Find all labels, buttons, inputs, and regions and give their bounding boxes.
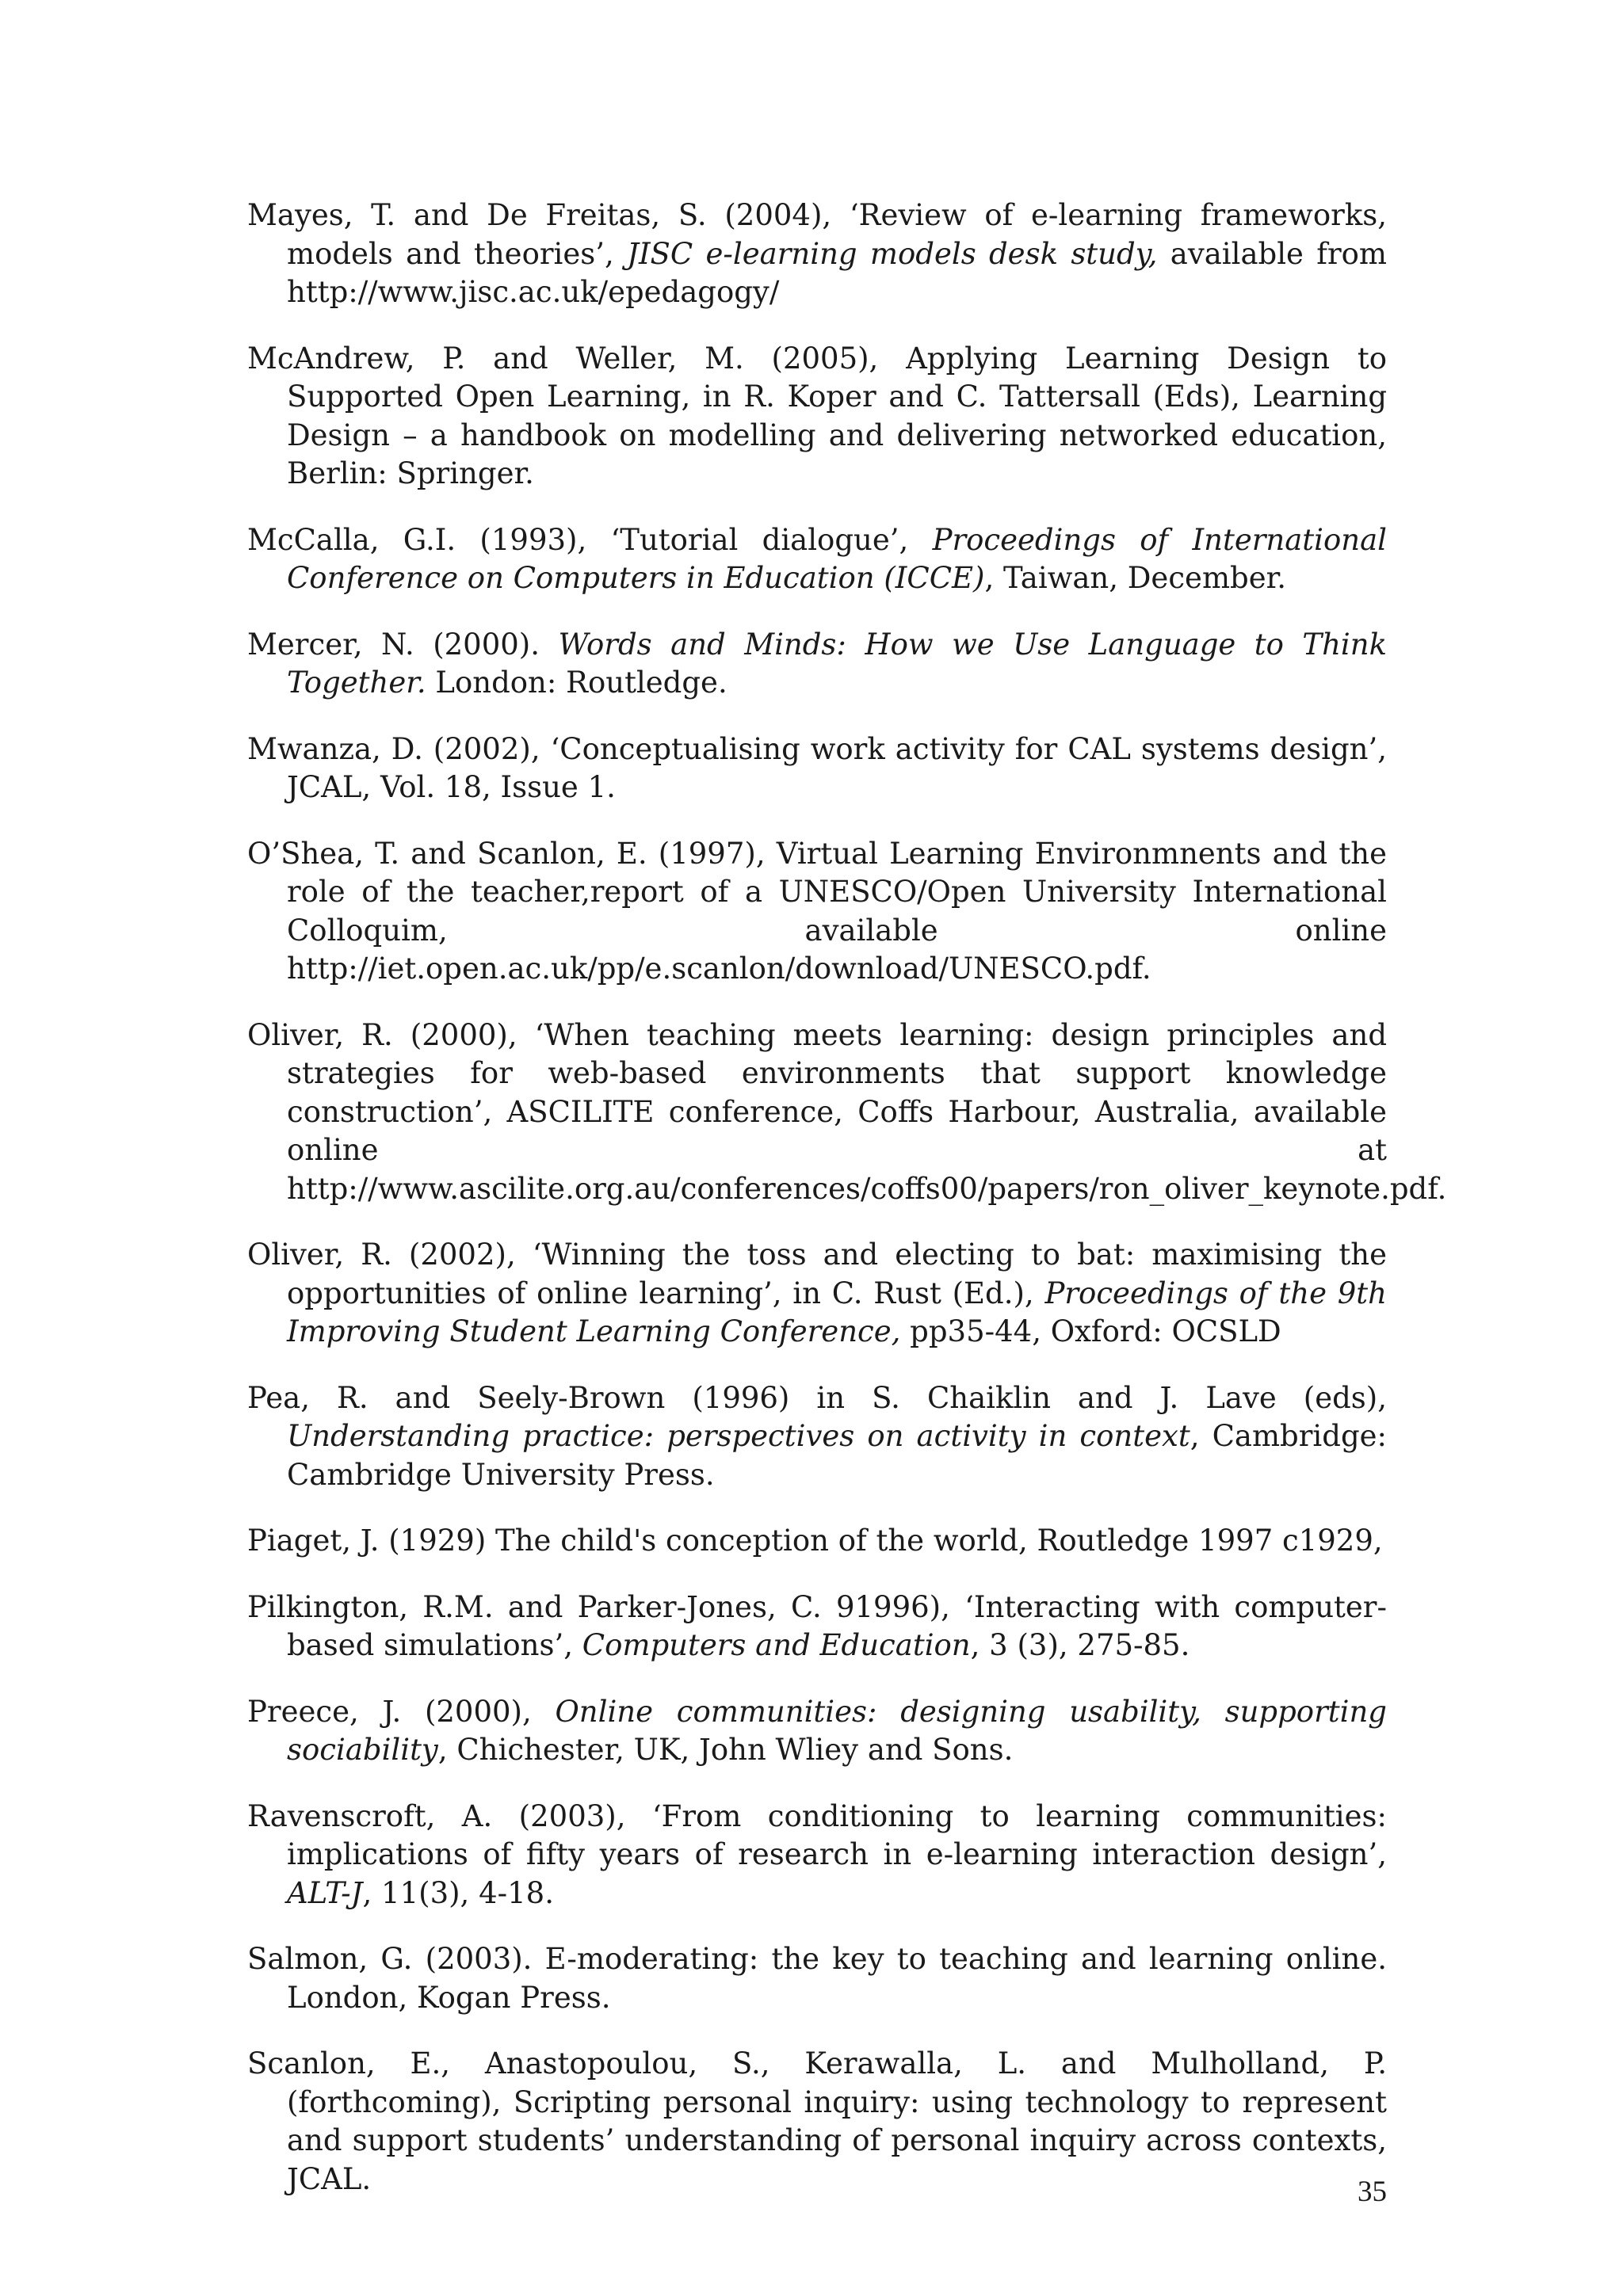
reference-entry — [247, 1693, 1387, 1770]
reference-text: Ravenscroft, A. (2003), ‘From conditioning to learning communities: implications of fifty years of research in e-learning interaction design’, — [247, 1798, 1387, 1871]
reference-italic-title: Computers and Education — [582, 1628, 971, 1662]
reference-text: Mwanza, D. (2002), ‘Conceptualising work activity for CAL systems design’, JCAL, Vol. 18, Issue 1. — [247, 731, 1387, 804]
reference-entry — [247, 196, 1387, 312]
reference-entry — [247, 730, 1387, 807]
reference-text: Piaget, J. (1929) The child's conception of the world, Routledge 1997 c1929, — [247, 1524, 1383, 1558]
reference-entry — [247, 1940, 1387, 2017]
reference-entry — [247, 1589, 1387, 1665]
reference-text: Salmon, G. (2003). E-moderating: the key to teaching and learning online. London, Kogan Press. — [247, 1942, 1387, 2015]
reference-text: pp35-44, Oxford: OCSLD — [900, 1314, 1281, 1348]
reference-text: Scanlon, E., Anastopoulou, S., Kerawalla, L. and Mulholland, P. (forthcoming), Scripting personal inquiry: using technology to represent and support students’ understanding of personal inquiry across contexts, JCAL. — [247, 2046, 1387, 2196]
reference-text: McCalla, G.I. (1993), ‘Tutorial dialogue’, — [247, 522, 933, 557]
reference-entry — [247, 1522, 1387, 1561]
reference-entry — [247, 1016, 1447, 1209]
reference-entry — [247, 626, 1387, 703]
reference-text: , 11(3), 4-18. — [362, 1875, 554, 1910]
reference-text: Oliver, R. (2000), ‘When teaching meets learning: design principles and strategies for web-based environments that support knowledge construction’, ASCILITE conference, Coffs Harbour, Australia, available online at http://www.ascilite.org.au/conferences/coffs00/papers/ron_oliver_keynote.pdf. — [247, 1017, 1447, 1206]
reference-italic-title: JISC e-learning models desk study, — [627, 236, 1158, 271]
reference-italic-title: Online communities: designing usability, supporting sociability — [287, 1694, 1387, 1767]
reference-italic-title: ALT-J — [287, 1875, 363, 1910]
reference-entry — [247, 2045, 1387, 2199]
reference-text: available from http://www.jisc.ac.uk/epedagogy/ — [287, 236, 1387, 309]
reference-entry — [247, 835, 1387, 989]
reference-text: McAndrew, P. and Weller, M. (2005), Applying Learning Design to Supported Open Learning, in R. Koper and C. Tattersall (Eds), Learning Design – a handbook on modelling and delivering networked education, Berlin: Springer. — [247, 341, 1387, 490]
reference-text: , Chichester, UK, John Wliey and Sons. — [437, 1733, 1014, 1767]
reference-entry — [247, 340, 1387, 494]
reference-italic-title: Proceedings of International Conference on Computers in Education (ICCE) — [287, 522, 1388, 595]
page-number: 35 — [1358, 2176, 1387, 2208]
reference-text: Mayes, T. and De Freitas, S. (2004), ‘Review of e-learning frameworks, models and theories’, — [247, 198, 1387, 271]
reference-entry — [247, 1379, 1387, 1495]
reference-text: Pilkington, R.M. and Parker-Jones, C. 91996), ‘Interacting with computer-based simulations’, — [247, 1589, 1387, 1662]
reference-text: Oliver, R. (2002), ‘Winning the toss and electing to bat: maximising the opportunities of online learning’, in C. Rust (Ed.), — [247, 1238, 1387, 1310]
reference-list — [247, 196, 1447, 2226]
reference-text: London: Routledge. — [426, 666, 727, 700]
reference-entry — [247, 521, 1387, 598]
reference-text: , Cambridge: Cambridge University Press. — [287, 1419, 1387, 1492]
reference-text: Pea, R. and Seely-Brown (1996) in S. Chaiklin and J. Lave (eds), — [247, 1380, 1387, 1415]
reference-text: O’Shea, T. and Scanlon, E. (1997), Virtual Learning Environmnents and the role of the teacher,report of a UNESCO/Open University International Colloquim, available online http://iet.open.ac.uk/pp/e.scanlon/download/UNESCO.pdf. — [247, 836, 1387, 986]
reference-text: Preece, J. (2000), — [247, 1694, 556, 1729]
reference-italic-title: Understanding practice: perspectives on activity in context — [287, 1419, 1190, 1453]
reference-italic-title: Proceedings of the 9th Improving Student Learning Conference, — [287, 1276, 1387, 1348]
reference-text: , Taiwan, December. — [984, 561, 1287, 595]
reference-text: Mercer, N. (2000). — [247, 627, 559, 662]
reference-entry — [247, 1236, 1387, 1352]
reference-entry — [247, 1798, 1387, 1913]
reference-italic-title: Words and Minds: How we Use Language to Think Together. — [287, 627, 1387, 700]
reference-text: , 3 (3), 275-85. — [970, 1628, 1190, 1662]
